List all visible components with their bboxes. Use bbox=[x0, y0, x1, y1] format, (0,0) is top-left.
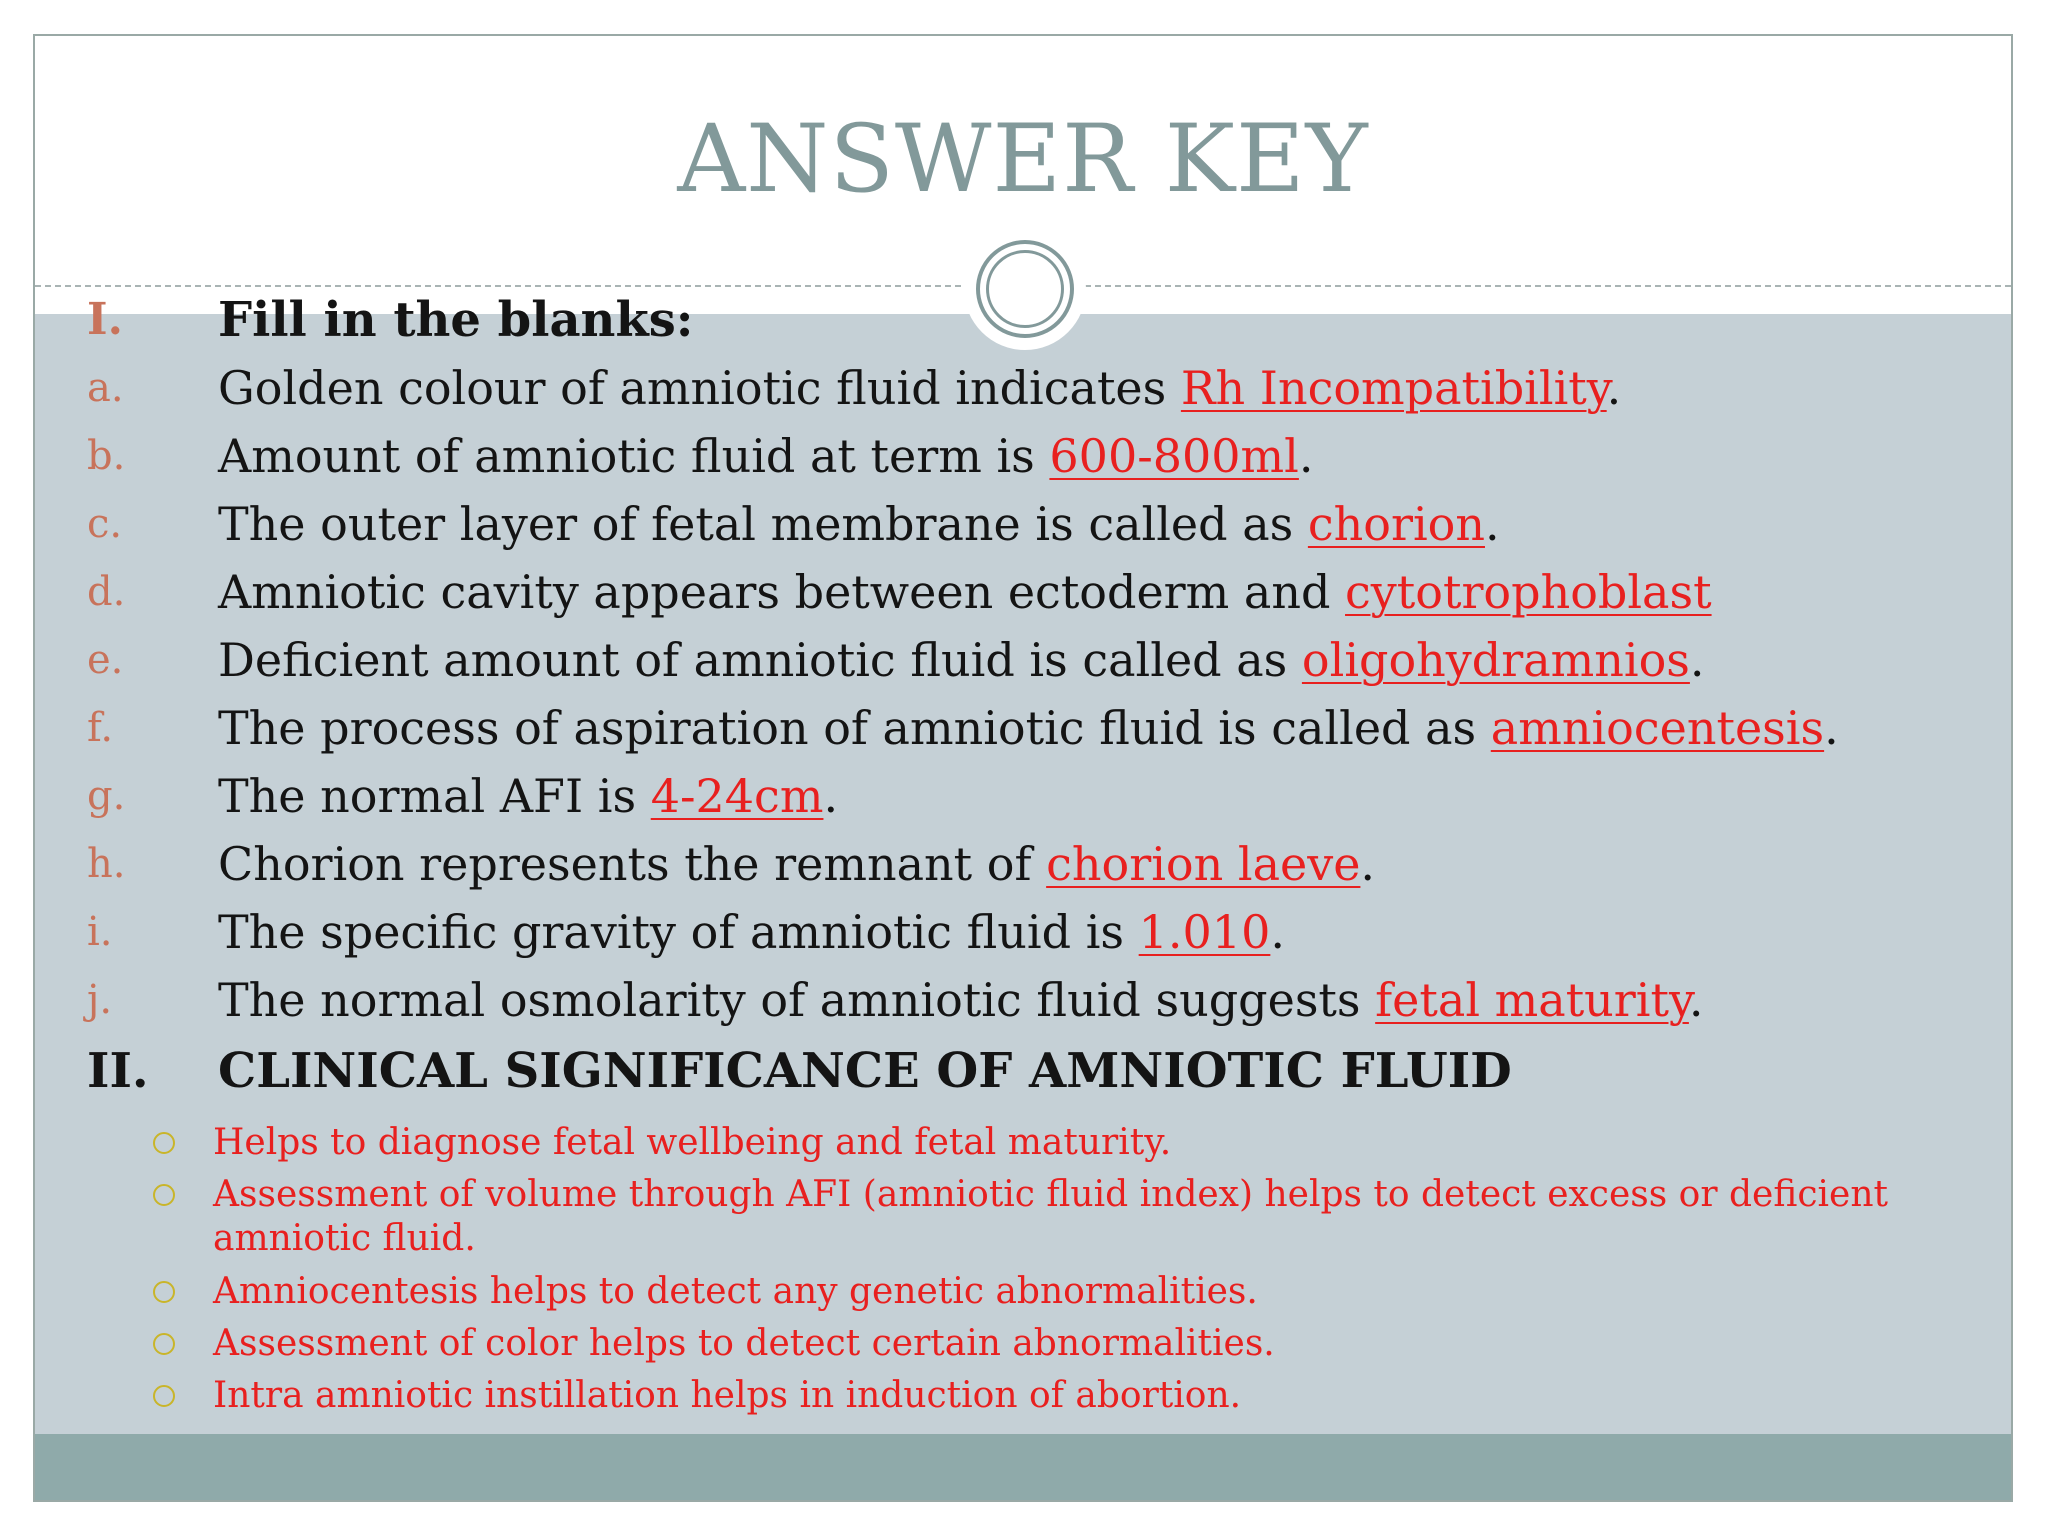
item-answer: 4-24cm bbox=[650, 769, 824, 823]
section-2-heading-row bbox=[35, 1037, 2013, 1105]
item-punctuation: . bbox=[1689, 633, 1705, 687]
item-question: The normal AFI is bbox=[218, 769, 651, 823]
item-text bbox=[218, 422, 1314, 490]
item-text bbox=[218, 626, 1705, 694]
item-answer: cytotrophoblast bbox=[1345, 565, 1712, 619]
item-question: Amniotic cavity appears between ectoderm and bbox=[218, 565, 1346, 619]
item-text bbox=[218, 558, 1712, 626]
item-question: Chorion represents the remnant of bbox=[218, 837, 1047, 891]
item-text bbox=[218, 490, 1500, 558]
item-text bbox=[218, 762, 838, 830]
section-1-marker: I. bbox=[87, 294, 123, 345]
item-punctuation: . bbox=[1360, 837, 1376, 891]
section-2-heading: CLINICAL SIGNIFICANCE OF AMNIOTIC FLUID bbox=[218, 1043, 1512, 1099]
blank-item bbox=[35, 558, 2013, 626]
slide bbox=[33, 34, 2013, 1502]
item-marker: d. bbox=[87, 569, 126, 615]
item-answer: Rh Incompatibility bbox=[1180, 361, 1607, 415]
blank-item bbox=[35, 966, 2013, 1034]
item-punctuation: . bbox=[1270, 905, 1285, 959]
item-answer: chorion laeve bbox=[1046, 837, 1361, 891]
item-text bbox=[218, 898, 1285, 966]
bullet-text: Assessment of volume through AFI (amniotic fluid index) helps to detect excess or deficient amniotic fluid. bbox=[213, 1174, 1888, 1259]
blank-item bbox=[35, 762, 2013, 830]
hollow-circle-bullet-icon bbox=[153, 1333, 175, 1355]
item-text bbox=[218, 830, 1375, 898]
blank-item bbox=[35, 354, 2013, 422]
blank-item bbox=[35, 830, 2013, 898]
item-question: The process of aspiration of amniotic fluid is called as bbox=[218, 701, 1491, 755]
item-answer: oligohydramnios bbox=[1301, 633, 1690, 687]
item-text bbox=[218, 966, 1704, 1034]
blank-item bbox=[35, 490, 2013, 558]
bullet-text: Helps to diagnose fetal wellbeing and fetal maturity. bbox=[213, 1122, 1172, 1163]
item-answer: fetal maturity bbox=[1375, 973, 1689, 1027]
item-answer: 600-800ml bbox=[1049, 429, 1299, 483]
item-punctuation: . bbox=[823, 769, 839, 823]
item-marker: a. bbox=[87, 365, 124, 411]
item-question: Amount of amniotic fluid at term is bbox=[218, 429, 1050, 483]
item-punctuation: . bbox=[1824, 701, 1839, 755]
section-2-marker: II. bbox=[87, 1043, 149, 1099]
item-question: The normal osmolarity of amniotic fluid suggests bbox=[218, 973, 1376, 1027]
item-answer: 1.010 bbox=[1138, 905, 1271, 959]
item-question: Deficient amount of amniotic fluid is called as bbox=[218, 633, 1302, 687]
item-question: Golden colour of amniotic fluid indicates bbox=[218, 361, 1181, 415]
item-marker: j. bbox=[87, 977, 113, 1023]
footer-band bbox=[35, 1434, 2011, 1502]
item-marker: b. bbox=[87, 433, 126, 479]
item-marker: i. bbox=[87, 909, 113, 955]
item-marker: h. bbox=[87, 841, 126, 887]
item-marker: e. bbox=[87, 637, 124, 683]
item-question: The specific gravity of amniotic fluid is bbox=[218, 905, 1139, 959]
item-text bbox=[218, 694, 1839, 762]
hollow-circle-bullet-icon bbox=[153, 1385, 175, 1407]
item-punctuation: . bbox=[1606, 361, 1622, 415]
item-punctuation: . bbox=[1688, 973, 1704, 1027]
section-1-heading: Fill in the blanks: bbox=[218, 292, 694, 348]
section-1-heading-row bbox=[35, 286, 2013, 354]
blank-item bbox=[35, 694, 2013, 762]
blank-item bbox=[35, 422, 2013, 490]
item-marker: c. bbox=[87, 501, 123, 547]
hollow-circle-bullet-icon bbox=[153, 1132, 175, 1154]
item-marker: g. bbox=[87, 773, 126, 819]
bullet-text: Intra amniotic instillation helps in induction of abortion. bbox=[213, 1375, 1242, 1416]
item-answer: chorion bbox=[1307, 497, 1485, 551]
hollow-circle-bullet-icon bbox=[153, 1184, 175, 1206]
bullet-text: Assessment of color helps to detect certain abnormalities. bbox=[213, 1323, 1275, 1364]
hollow-circle-bullet-icon bbox=[153, 1281, 175, 1303]
bullet-text: Amniocentesis helps to detect any genetic abnormalities. bbox=[213, 1271, 1258, 1312]
slide-title: ANSWER KEY bbox=[677, 105, 1369, 214]
item-punctuation: . bbox=[1298, 429, 1314, 483]
item-punctuation: . bbox=[1484, 497, 1500, 551]
item-question: The outer layer of fetal membrane is called as bbox=[218, 497, 1308, 551]
item-marker: f. bbox=[87, 705, 114, 751]
blank-item bbox=[35, 898, 2013, 966]
item-answer: amniocentesis bbox=[1490, 701, 1825, 755]
blank-item bbox=[35, 626, 2013, 694]
item-text bbox=[218, 354, 1621, 422]
